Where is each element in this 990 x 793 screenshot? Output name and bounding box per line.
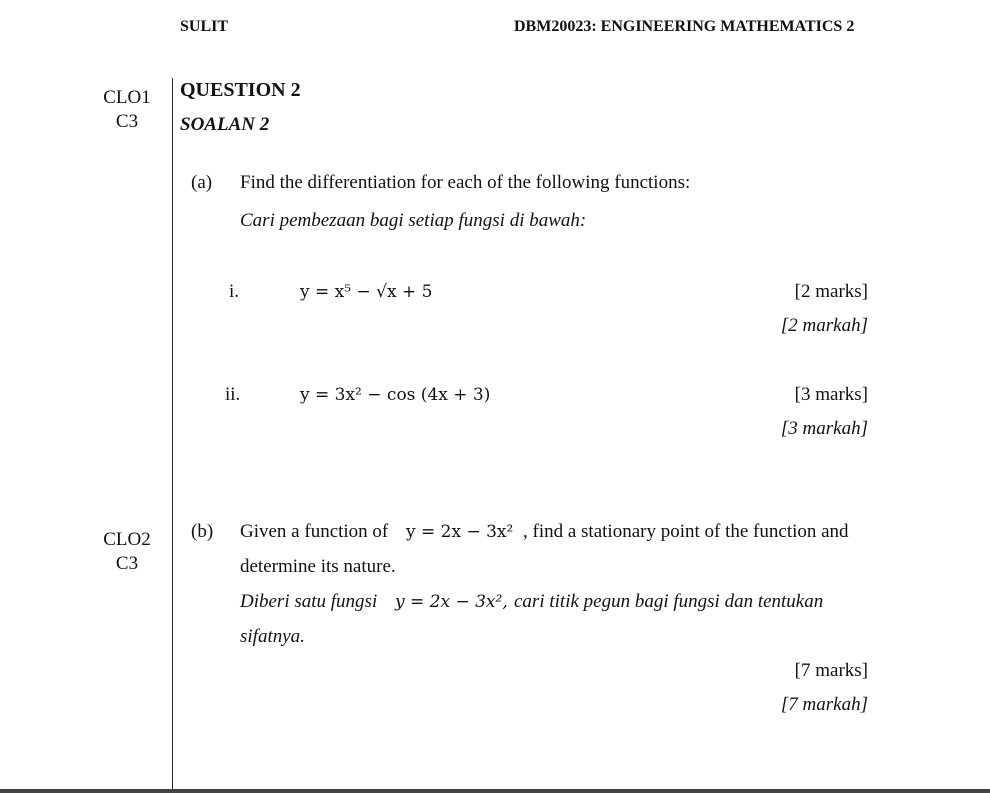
item-marks-ii: [3 marks] bbox=[794, 384, 868, 405]
part-a-label: (a) bbox=[191, 172, 213, 193]
part-b-ms-line2: sifatnya. bbox=[240, 626, 305, 647]
clo-label-2: CLO2 bbox=[103, 529, 151, 550]
clo-label-1: CLO1 bbox=[103, 87, 151, 108]
item-number-i: i. bbox=[229, 281, 240, 302]
part-b-line1-post: , find a stationary point of the function and bbox=[523, 521, 849, 542]
page-bottom-rule bbox=[0, 789, 990, 793]
item-equation-ii: y = 3x² − cos (4x + 3) bbox=[300, 385, 491, 405]
part-b-ms-equation: y = 2x − 3x², bbox=[395, 592, 508, 612]
part-b-marks: [7 marks] bbox=[794, 660, 868, 681]
part-a-instruction-ms: Cari pembezaan bagi setiap fungsi di bawah: bbox=[240, 210, 587, 231]
question-title: QUESTION 2 bbox=[180, 79, 301, 101]
item-marks-ms-i: [2 markah] bbox=[780, 315, 868, 336]
part-b-marks-ms: [7 markah] bbox=[780, 694, 868, 715]
margin-divider bbox=[172, 78, 173, 793]
part-b-equation: y = 2x − 3x² bbox=[406, 522, 514, 542]
item-marks-ms-ii: [3 markah] bbox=[780, 418, 868, 439]
item-number-ii: ii. bbox=[225, 384, 241, 405]
clo-level-1: C3 bbox=[115, 111, 139, 132]
question-title-ms: SOALAN 2 bbox=[180, 114, 270, 135]
part-a-instruction: Find the differentiation for each of the following functions: bbox=[240, 172, 691, 193]
header-sulit: SULIT bbox=[180, 18, 229, 35]
header-course-title: DBM20023: ENGINEERING MATHEMATICS 2 bbox=[514, 18, 855, 35]
item-marks-i: [2 marks] bbox=[794, 281, 868, 302]
part-b-ms-line1-pre: Diberi satu fungsi bbox=[240, 591, 378, 612]
part-b-line1-pre: Given a function of bbox=[240, 521, 389, 542]
item-equation-i: y = x⁵ − √x + 5 bbox=[300, 282, 433, 302]
clo-level-2: C3 bbox=[115, 553, 139, 574]
part-b-line2: determine its nature. bbox=[240, 556, 396, 577]
part-b-ms-line1-post: cari titik pegun bagi fungsi dan tentukan bbox=[514, 591, 824, 612]
part-b-label: (b) bbox=[191, 521, 214, 542]
